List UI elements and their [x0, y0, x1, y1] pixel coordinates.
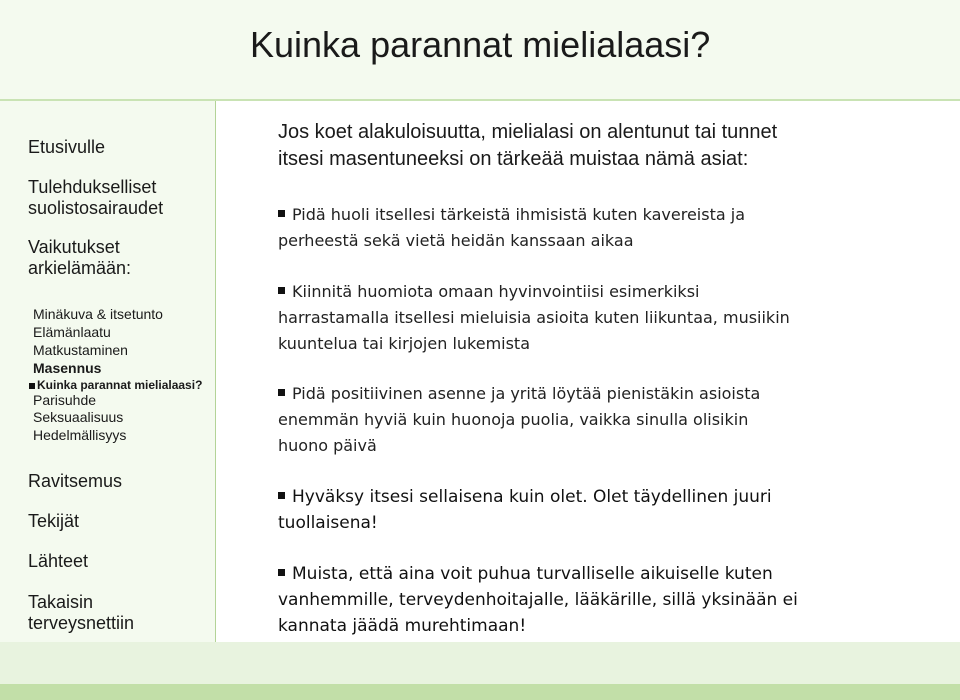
sidebar-subitem-self-image[interactable]: Minäkuva & itsetunto	[33, 306, 163, 322]
sidebar-item-effects-line2: arkielämään:	[28, 258, 132, 278]
sidebar-item-home[interactable]: Etusivulle	[28, 137, 106, 157]
tip-line: harrastamalla itsellesi mieluisia asioita kuten liikuntaa, musiikin	[278, 308, 790, 327]
tip-item	[278, 484, 772, 536]
bullet-icon	[29, 383, 35, 389]
sidebar-subitem-fertility[interactable]: Hedelmällisyys	[33, 427, 127, 443]
bullet-icon	[278, 569, 285, 576]
tip-line: Kiinnitä huomiota omaan hyvinvointiisi esimerkiksi	[292, 282, 700, 301]
sidebar-subitem-quality-of-life[interactable]: Elämänlaatu	[33, 324, 111, 340]
tip-line: Pidä huoli itsellesi tärkeistä ihmisistä kuten kavereista ja	[292, 205, 745, 224]
tip-line: Muista, että aina voit puhua turvalliselle aikuiselle kuten	[292, 564, 773, 584]
sidebar-subitem-depression[interactable]: Masennus	[33, 360, 102, 376]
sidebar-item-effects[interactable]	[28, 237, 131, 279]
tip-item	[278, 202, 745, 254]
sidebar-item-sources[interactable]: Lähteet	[28, 551, 89, 571]
tip-line: vanhemmille, terveydenhoitajalle, lääkärille, sillä yksinään ei	[278, 590, 798, 610]
tip-item	[278, 279, 790, 357]
tip-line: Pidä positiivinen asenne ja yritä löytää pienistäkin asioista	[292, 384, 761, 403]
sidebar-item-authors[interactable]: Tekijät	[28, 511, 80, 531]
sidebar-subitem-travel[interactable]: Matkustaminen	[33, 342, 128, 358]
bullet-icon	[278, 389, 285, 396]
bullet-icon	[278, 287, 285, 294]
page-title: Kuinka parannat mielialaasi?	[250, 24, 711, 65]
intro-line-2: itsesi masentuneeksi on tärkeää muistaa nämä asiat:	[278, 148, 749, 170]
tip-line: tuollaisena!	[278, 513, 378, 533]
tip-line: kuuntelua tai kirjojen lukemista	[278, 334, 531, 353]
sidebar-subitem-relationship[interactable]: Parisuhde	[33, 392, 97, 408]
sidebar-item-back-line2: terveysnettiin	[28, 613, 135, 633]
tip-line: kannata jäädä murehtimaan!	[278, 616, 527, 636]
tip-line: Hyväksy itsesi sellaisena kuin olet. Olet täydellinen juuri	[292, 487, 772, 507]
sidebar-item-back-line1: Takaisin	[28, 592, 94, 612]
tip-line: huono päivä	[278, 436, 377, 455]
intro-line-1: Jos koet alakuloisuutta, mielialasi on alentunut tai tunnet	[278, 121, 778, 143]
tip-item	[278, 561, 798, 639]
sidebar-item-nutrition[interactable]: Ravitsemus	[28, 471, 123, 491]
bullet-icon	[278, 210, 285, 217]
sidebar-item-ibd-line2: suolistosairaudet	[28, 198, 164, 218]
sidebar-item-ibd[interactable]	[28, 177, 163, 219]
tip-item	[278, 381, 760, 459]
tip-line: enemmän hyviä kuin huonoja puolia, vaikka sinulla olisikin	[278, 410, 749, 429]
bullet-icon	[278, 492, 285, 499]
footer-band	[0, 642, 960, 684]
sidebar-item-effects-line1: Vaikutukset	[28, 237, 120, 257]
sidebar-item-ibd-line1: Tulehdukselliset	[28, 177, 157, 197]
footer-strip	[0, 684, 960, 700]
intro-text	[278, 119, 777, 173]
sidebar-item-back[interactable]	[28, 592, 134, 634]
sidebar-subitem-sexuality[interactable]: Seksuaalisuus	[33, 409, 124, 425]
sidebar-subitem-current-label: Kuinka parannat mielialaasi?	[37, 378, 203, 392]
tip-line: perheestä sekä vietä heidän kanssaan aikaa	[278, 231, 634, 250]
